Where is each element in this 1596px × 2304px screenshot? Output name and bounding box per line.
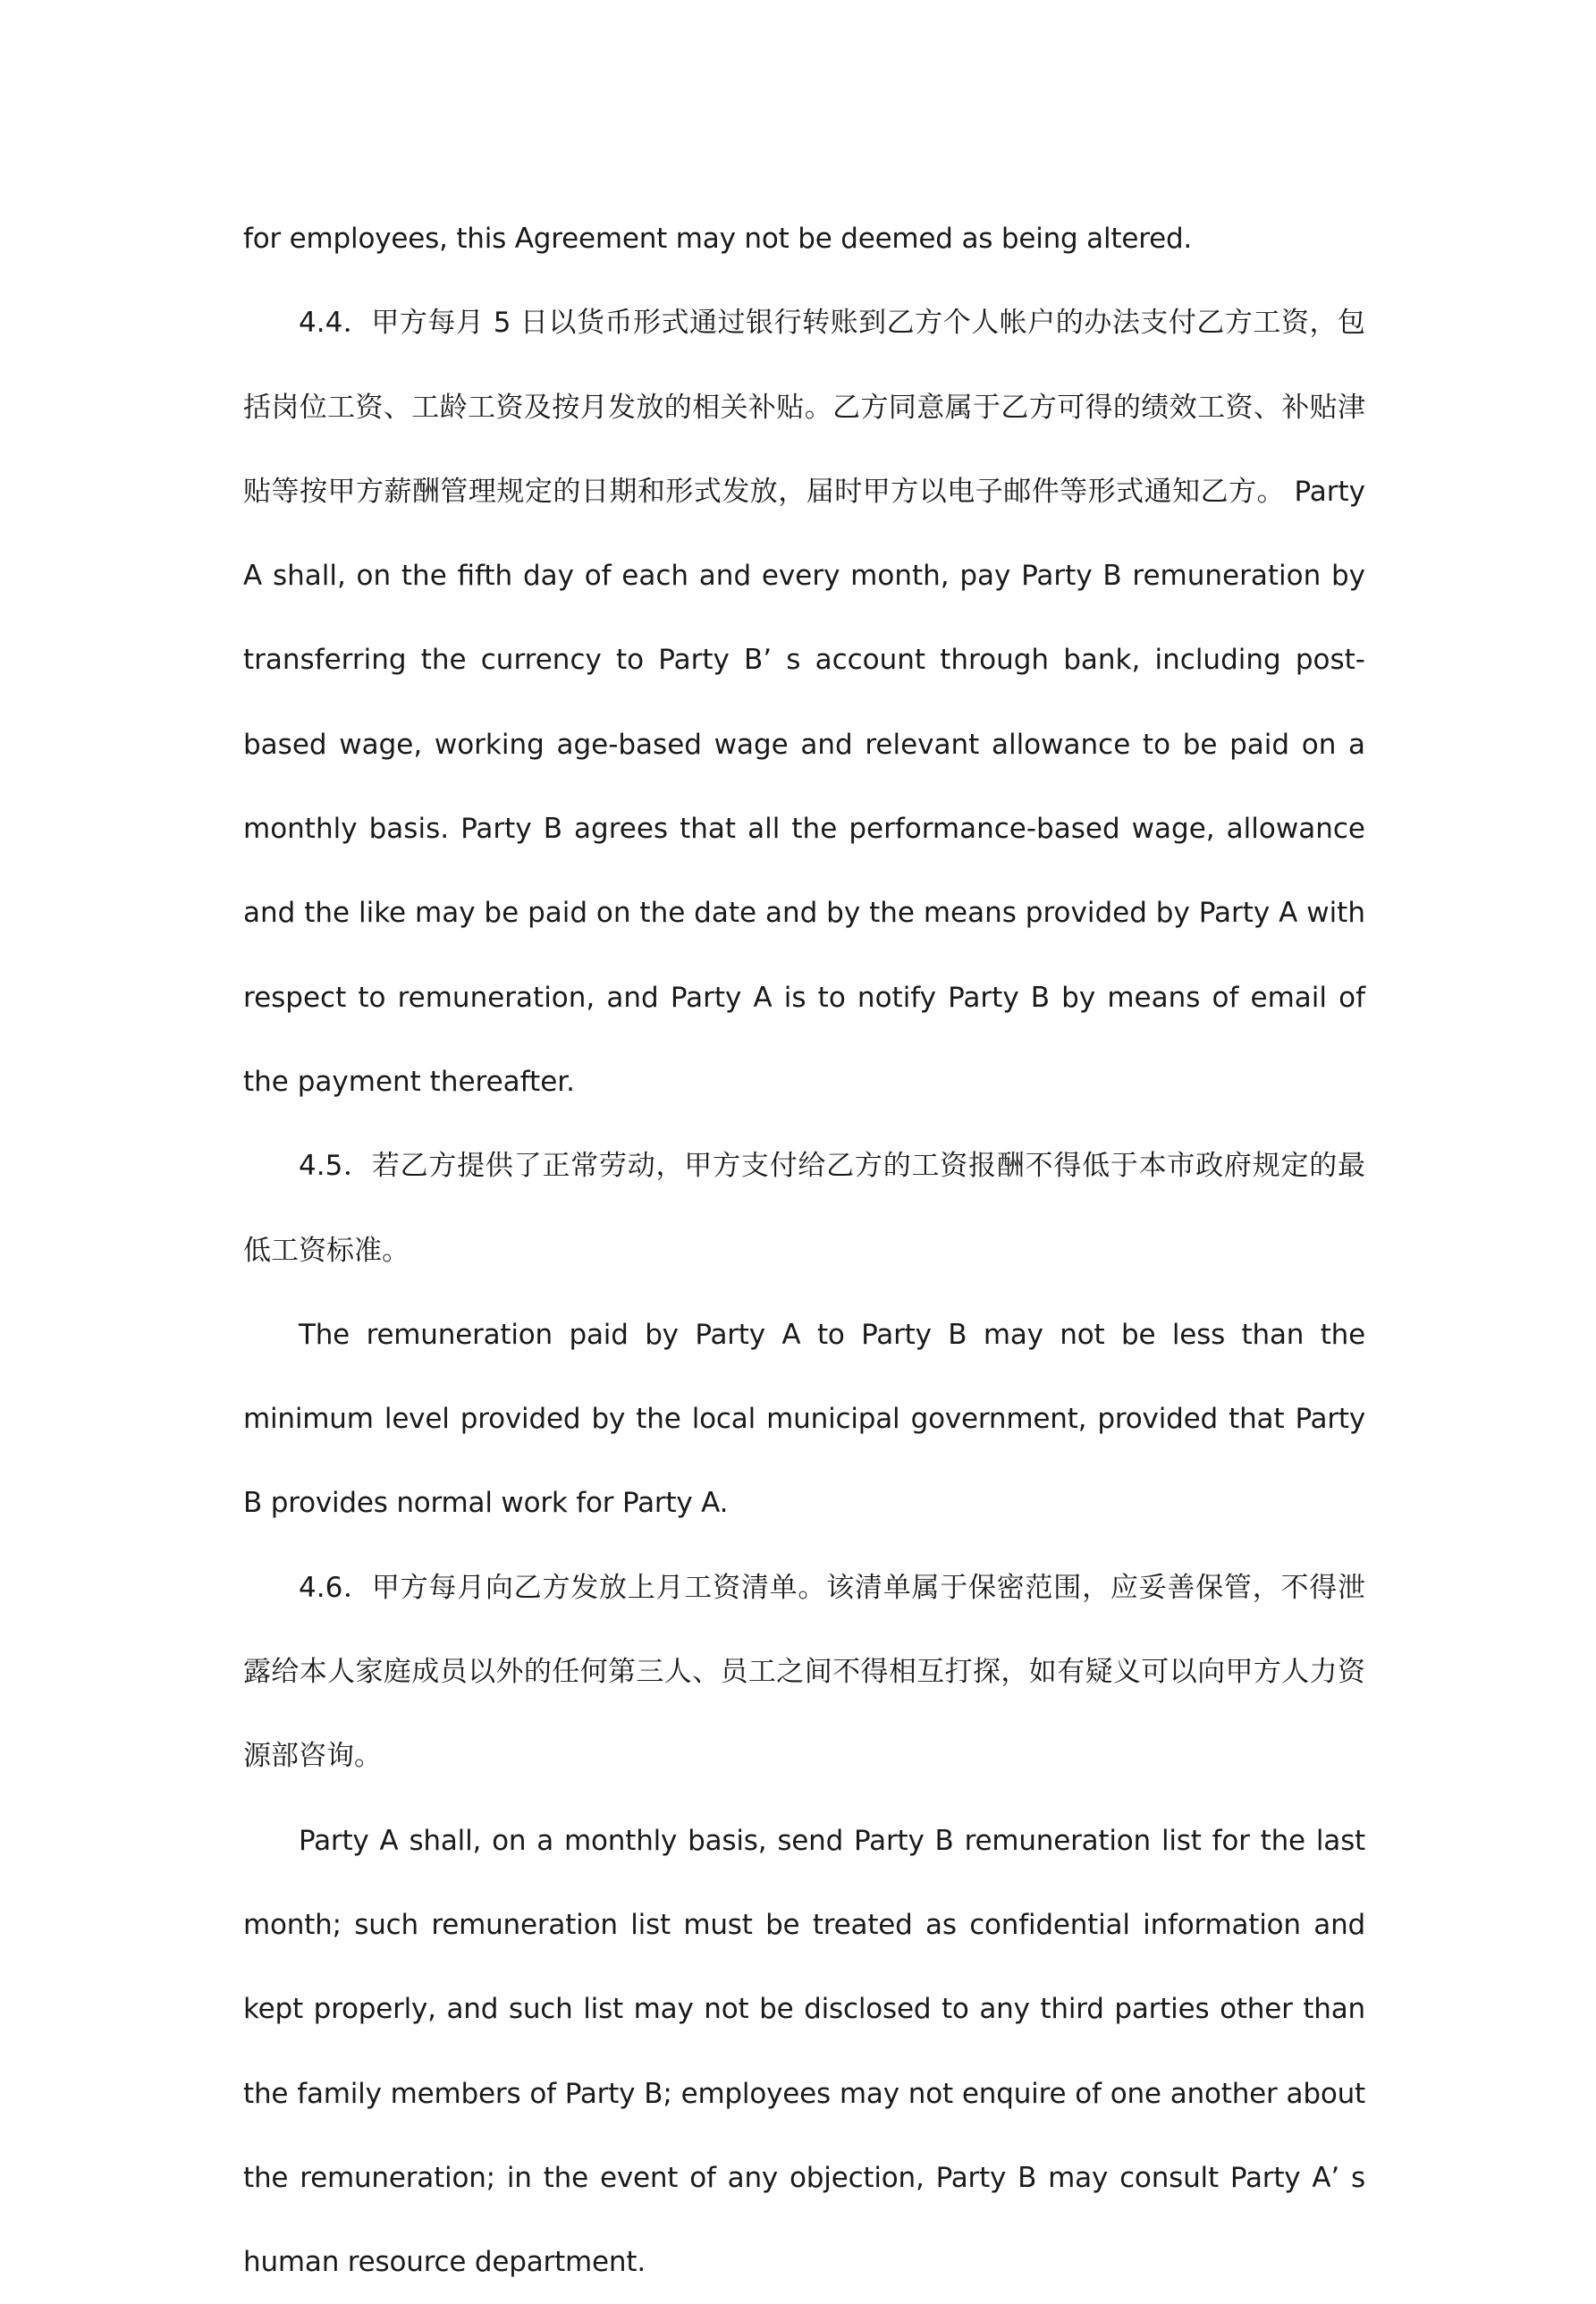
paragraph-continued: for employees, this Agreement may not be deemed as being altered. xyxy=(243,223,1193,255)
paragraph-clause-4-4: 4.4．甲方每月 5 日以货币形式通过银行转账到乙方个人帐户的办法支付乙方工资，包括岗位工资、工龄工资及按月发放的相关补贴。乙方同意属于乙方可得的绩效工资、补贴津贴等按甲方薪酬管理规定的日期和形式发放，届时甲方以电子邮件等形式通知乙方。 Party A shall, on the fifth day of each and every month, pay Party B remuneration by transferring the currency to Party B’ s account through bank, including post-based wage, working age-based wage and relevant allowance to be paid on a monthly basis. Party B agrees that all the performance-based wage, allowance and the like may be paid on the date and by the means provided by Party A with respect to remuneration, and Party A is to notify Party B by means of email of the payment thereafter. xyxy=(243,307,1365,1098)
paragraph-clause-4-5-chinese: 4.5．若乙方提供了正常劳动，甲方支付给乙方的工资报酬不得低于本市政府规定的最低工资标准。 xyxy=(243,1150,1365,1267)
paragraph-clause-4-6-chinese: 4.6．甲方每月向乙方发放上月工资清单。该清单属于保密范围，应妥善保管，不得泄露给本人家庭成员以外的任何第三人、员工之间不得相互打探，如有疑义可以向甲方人力资源部咨询。 xyxy=(243,1571,1365,1773)
paragraph-clause-4-5-english: The remuneration paid by Party A to Party B may not be less than the minimum level provided by the local municipal government, provided that Party B provides normal work for Party A. xyxy=(243,1318,1365,1520)
paragraph-clause-4-6-english: Party A shall, on a monthly basis, send Party B remuneration list for the last month; such remuneration list must be treated as confidential information and kept properly, and such list may not be disclosed to any third parties other than the family members of Party B; employees may not enquire of one another about the remuneration; in the event of any objection, Party B may consult Party A’ s human resource department. xyxy=(243,1824,1365,2279)
document-body xyxy=(243,197,1365,2304)
